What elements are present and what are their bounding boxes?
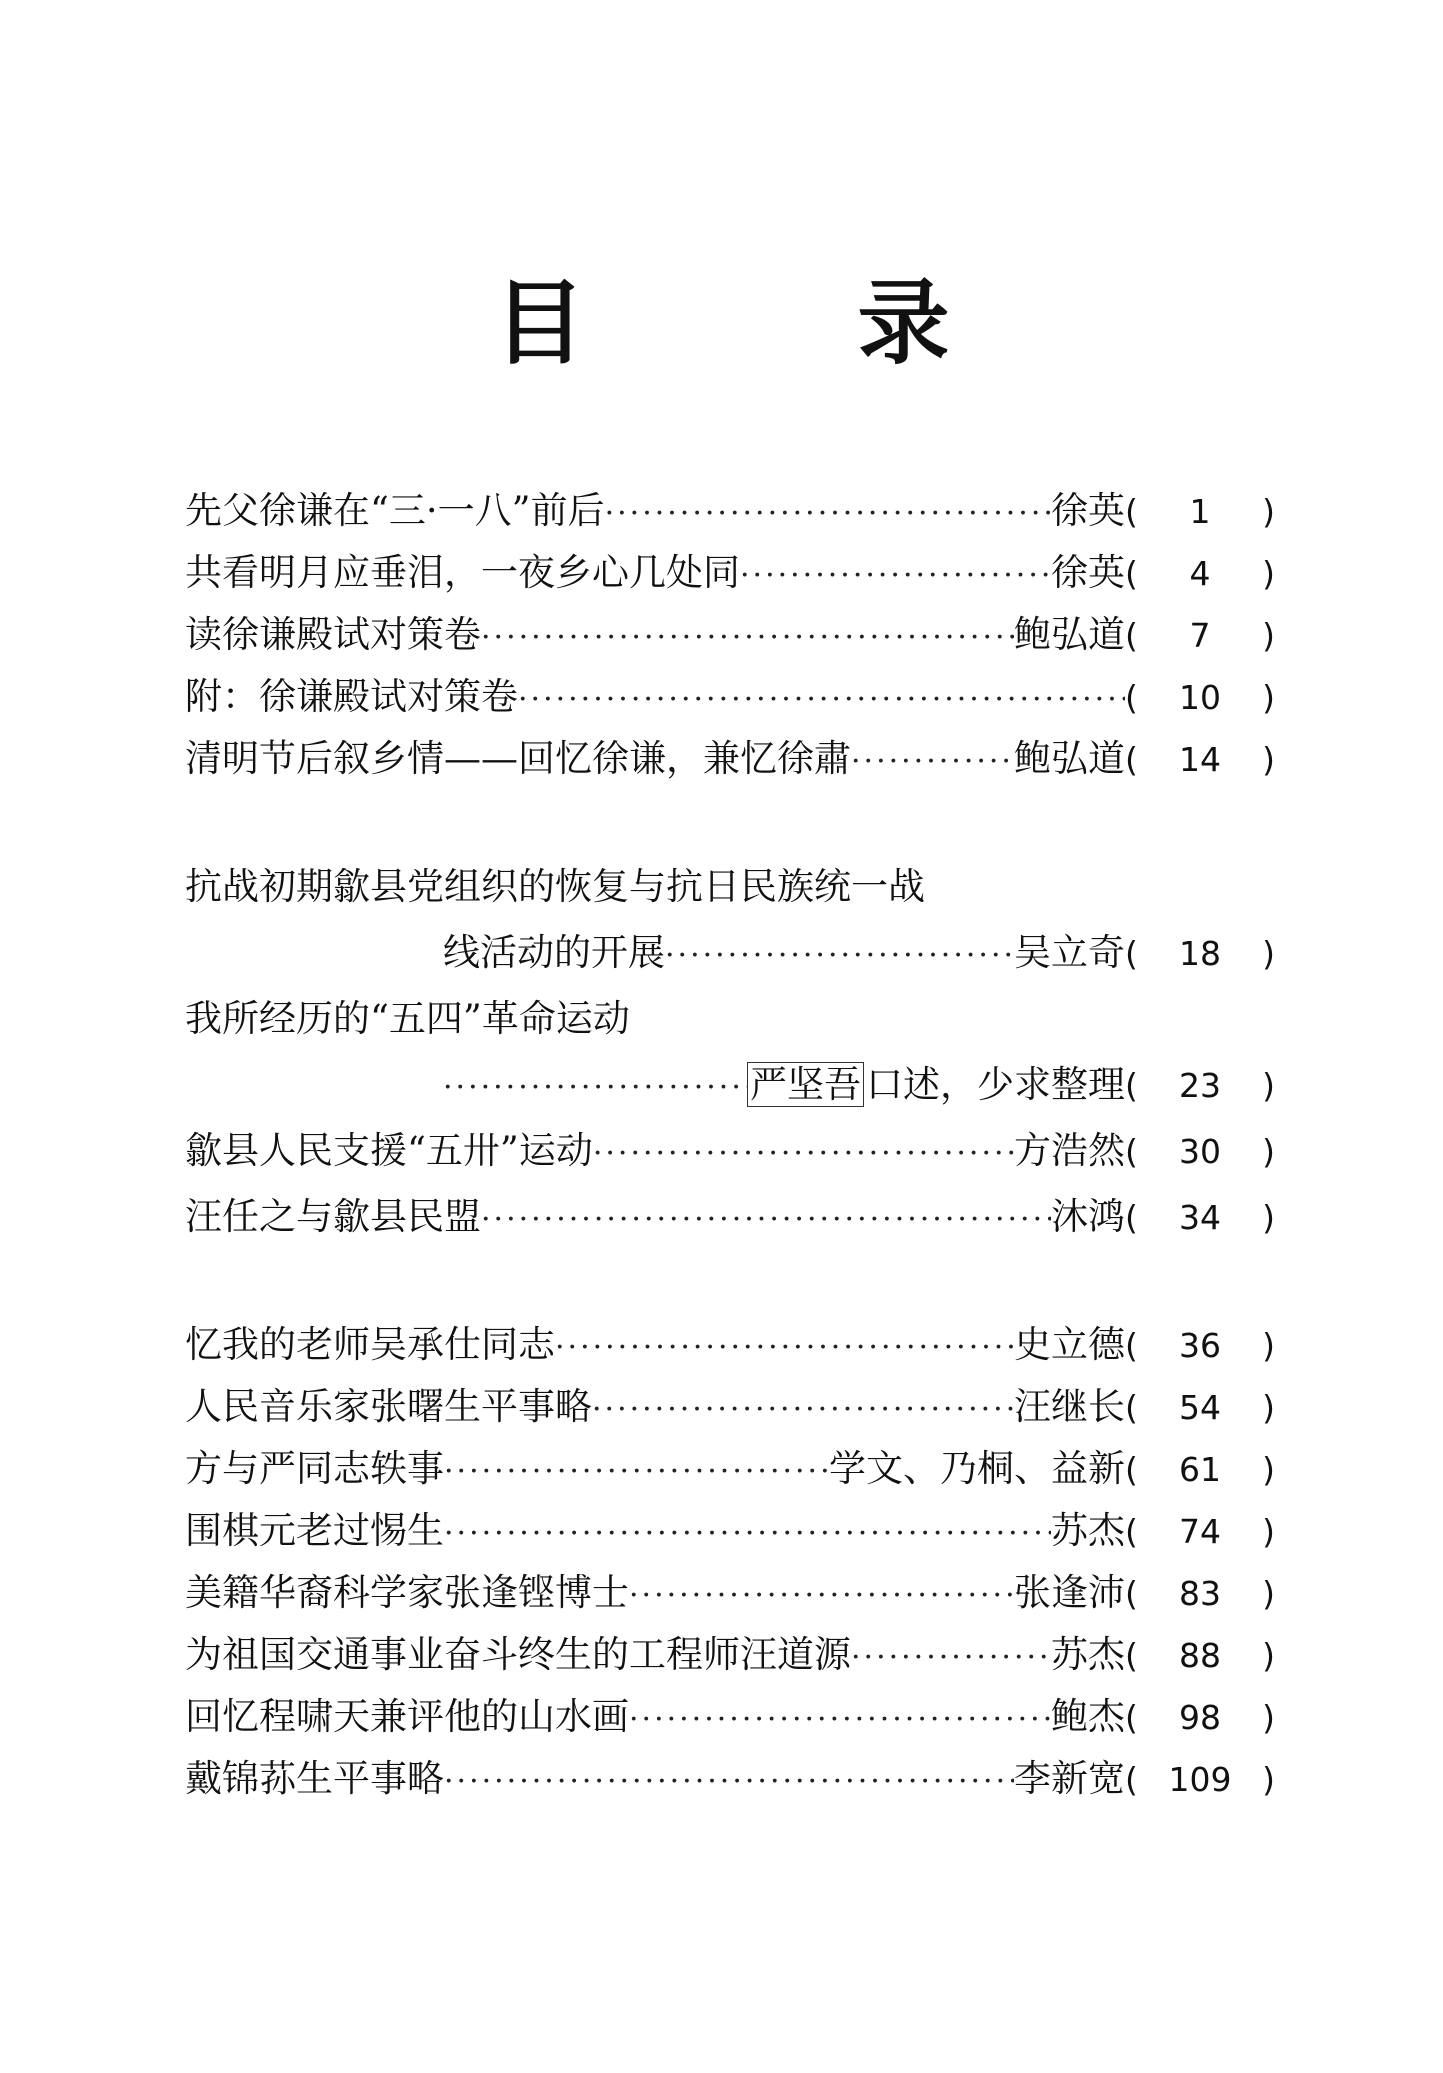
entry-author: 鲍弘道 [1014, 613, 1125, 656]
entry-title: 抗战初期歙县党组织的恢复与抗日民族统一战 [185, 865, 925, 908]
leader-dots [593, 1121, 1014, 1187]
entry-author: 苏杰 [1051, 1509, 1125, 1552]
entry-author: 苏杰 [1051, 1633, 1125, 1676]
toc-entry[interactable] [185, 1748, 1275, 1810]
entry-page: ( 7 ) [1125, 616, 1275, 655]
entry-author: 张逢沛 [1014, 1571, 1125, 1614]
entry-title: 我所经历的“五四”革命运动 [185, 997, 630, 1040]
entry-author: 史立德 [1014, 1323, 1125, 1366]
entry-author: 李新宽 [1014, 1757, 1125, 1800]
toc-entry[interactable] [185, 1500, 1275, 1562]
entry-title: 线活动的开展 [443, 931, 665, 974]
group-divider [185, 790, 1275, 854]
author-boxed: 严坚吾 [747, 1062, 864, 1107]
entry-page: ( 36 ) [1125, 1326, 1275, 1365]
page-title: 目 录 [493, 270, 1070, 377]
entry-page: ( 98 ) [1125, 1698, 1275, 1737]
entry-author: 汪继长 [1014, 1385, 1125, 1428]
toc-entry[interactable] [185, 604, 1275, 666]
leader-dots [629, 1689, 1051, 1751]
entry-title: 附：徐谦殿试对策卷 [185, 675, 518, 718]
entry-author: 徐英 [1051, 551, 1125, 594]
leader-dots [605, 483, 1051, 545]
entry-page: ( 61 ) [1125, 1450, 1275, 1489]
entry-title: 为祖国交通事业奋斗终生的工程师汪道源 [185, 1633, 851, 1676]
leader-dots [444, 1503, 1051, 1565]
entry-title: 先父徐谦在“三·一八”前后 [185, 489, 605, 532]
entry-page: ( 18 ) [1125, 934, 1275, 973]
toc-entry[interactable] [185, 1052, 1275, 1118]
toc-entry[interactable] [185, 1686, 1275, 1748]
entry-page: ( 14 ) [1125, 740, 1275, 779]
entry-title: 汪任之与歙县民盟 [185, 1195, 481, 1238]
entry-page: ( 10 ) [1125, 678, 1275, 717]
leader-dots [592, 1379, 1014, 1441]
leader-dots [481, 607, 1014, 669]
leader-dots [555, 1317, 1014, 1379]
entry-title: 人民音乐家张曙生平事略 [185, 1385, 592, 1428]
entry-author: 鲍弘道 [1014, 737, 1125, 780]
leader-dots [851, 731, 1014, 793]
entry-title: 美籍华裔科学家张逢铿博士 [185, 1571, 629, 1614]
toc-entry[interactable] [185, 666, 1275, 728]
leader-dots [518, 669, 1125, 731]
entry-page: ( 109 ) [1125, 1760, 1275, 1799]
entry-page: ( 74 ) [1125, 1512, 1275, 1551]
entry-title: 忆我的老师吴承仕同志 [185, 1323, 555, 1366]
entry-page: ( 23 ) [1125, 1066, 1275, 1105]
entry-page: ( 4 ) [1125, 554, 1275, 593]
entry-title: 歙县人民支援“五卅”运动 [185, 1129, 593, 1172]
entry-author: 方浩然 [1014, 1129, 1125, 1172]
group-divider [185, 1250, 1275, 1314]
toc-entry[interactable] [185, 480, 1275, 542]
toc-entry[interactable] [185, 1184, 1275, 1250]
entry-title: 读徐谦殿试对策卷 [185, 613, 481, 656]
entry-title: 回忆程啸天兼评他的山水画 [185, 1695, 629, 1738]
leader-dots [481, 1187, 1051, 1253]
entry-page: ( 54 ) [1125, 1388, 1275, 1427]
entry-author: 徐英 [1051, 489, 1125, 532]
leader-dots [740, 545, 1051, 607]
leader-dots [629, 1565, 1014, 1627]
toc-entry-first-line[interactable] [185, 986, 1275, 1052]
leader-dots [665, 923, 1014, 989]
toc-entry[interactable] [185, 542, 1275, 604]
leader-dots [443, 1055, 747, 1121]
leader-dots [851, 1627, 1051, 1689]
entry-page: ( 1 ) [1125, 492, 1275, 531]
toc-entry-first-line[interactable] [185, 854, 1275, 920]
leader-dots [444, 1751, 1014, 1813]
entry-page: ( 88 ) [1125, 1636, 1275, 1675]
toc-entry[interactable] [185, 920, 1275, 986]
toc-entry[interactable] [185, 1376, 1275, 1438]
entry-page: ( 83 ) [1125, 1574, 1275, 1613]
entry-page: ( 30 ) [1125, 1132, 1275, 1171]
toc-entry[interactable] [185, 1314, 1275, 1376]
toc-entry[interactable] [185, 728, 1275, 790]
entry-author: 严坚吾 口述，少求整理 [747, 1052, 1125, 1118]
entry-title: 戴锦荪生平事略 [185, 1757, 444, 1800]
entry-author: 鲍杰 [1051, 1695, 1125, 1738]
entry-author: 吴立奇 [1014, 931, 1125, 974]
entry-title: 围棋元老过惕生 [185, 1509, 444, 1552]
toc-entry[interactable] [185, 1438, 1275, 1500]
entry-title: 共看明月应垂泪，一夜乡心几处同 [185, 551, 740, 594]
entry-title: 清明节后叙乡情——回忆徐谦，兼忆徐肅 [185, 737, 851, 780]
toc-entry[interactable] [185, 1624, 1275, 1686]
table-of-contents [185, 480, 1275, 1810]
entry-title: 方与严同志轶事 [185, 1447, 444, 1490]
toc-entry[interactable] [185, 1118, 1275, 1184]
entry-author: 沐鸿 [1051, 1195, 1125, 1238]
entry-author: 学文、乃桐、益新 [829, 1447, 1125, 1490]
leader-dots [444, 1441, 829, 1503]
entry-page: ( 34 ) [1125, 1198, 1275, 1237]
toc-entry[interactable] [185, 1562, 1275, 1624]
